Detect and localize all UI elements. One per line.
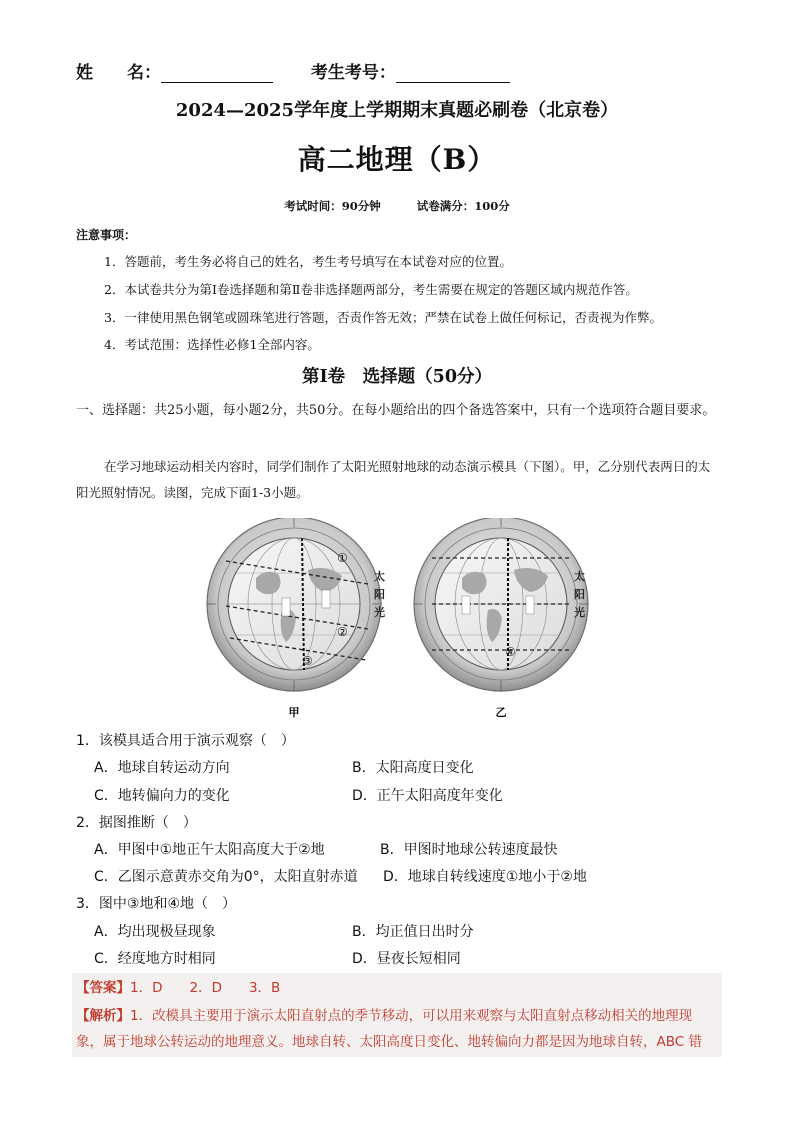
exam-number-blank[interactable] — [396, 64, 510, 83]
sun-text-1: 太 — [374, 570, 385, 583]
section-intro: 一、选择题：共25小题，每小题2分，共50分。在每小题给出的四个备选答案中，只有一个选项符合题目要求。 — [76, 403, 716, 418]
question-1-stem: 1．该模具适合用于演示观察（ ） — [76, 733, 295, 749]
exam-info — [0, 198, 794, 214]
q3-option-a[interactable]: A．均出现极昼现象 — [94, 924, 216, 940]
q3-option-c[interactable]: C．经度地方时相同 — [94, 951, 216, 967]
q1-option-d[interactable]: D．正午太阳高度年变化 — [352, 788, 503, 804]
model-jia — [207, 518, 381, 691]
figure-label-yi: 乙 — [495, 706, 507, 719]
question-context: 在学习地球运动相关内容时，同学们制作了太阳光照射地球的动态演示模具（下图）。甲，乙分别代表两日的太阳光照射情况。读图，完成下面1-3小题。 — [76, 459, 711, 500]
analysis-line-2: 象，属于地球公转运动的地理意义。地球自转、太阳高度日变化、地转偏向力都是因为地球自转，ABC 错 — [76, 1034, 702, 1050]
marker-2: ② — [337, 625, 348, 639]
marker-4: ④ — [505, 645, 516, 659]
notice-item: 1．答题前，考生务必将自己的姓名，考生考号填写在本试卷对应的位置。 — [104, 254, 512, 269]
notice-title: 注意事项： — [76, 228, 137, 242]
analysis-text-1: 1．改模具主要用于演示太阳直射点的季节移动，可以用来观察与太阳直射点移动相关的地理现 — [130, 1008, 693, 1024]
answer-text: 1．D 2．D 3．B — [130, 980, 281, 996]
figure-label-jia: 甲 — [288, 706, 300, 719]
marker-1: ① — [337, 551, 348, 565]
exam-time: 考试时间：90分钟 — [284, 199, 381, 213]
q2-option-d[interactable]: D．地球自转线速度①地小于②地 — [383, 869, 587, 885]
answer-tag: 【答案】 — [76, 980, 130, 996]
notice-item: 2．本试卷共分为第Ⅰ卷选择题和第Ⅱ卷非选择题两部分，考生需要在规定的答题区域内规范作答。 — [104, 282, 638, 297]
q2-option-b[interactable]: B．甲图时地球公转速度最快 — [380, 842, 558, 858]
q1-option-a[interactable]: A．地球自转运动方向 — [94, 760, 230, 776]
model-yi — [414, 518, 588, 691]
sun-text-3: 光 — [374, 606, 385, 619]
section-title: 第Ⅰ卷 选择题（50分） — [301, 367, 493, 387]
question-3-stem: 3．图中③地和④地（ ） — [76, 896, 237, 912]
sun-text-2-right: 阳 — [574, 588, 585, 601]
exam-number-label: 考生考号： — [310, 63, 396, 83]
student-info-row — [76, 58, 510, 83]
analysis-line-1 — [76, 1004, 692, 1024]
q3-option-b[interactable]: B．均正值日出时分 — [352, 924, 474, 940]
name-blank[interactable] — [161, 64, 273, 83]
q3-option-d[interactable]: D．昼夜长短相同 — [352, 951, 461, 967]
sun-text-1-right: 太 — [574, 570, 585, 583]
q2-option-c[interactable]: C．乙图示意黄赤交角为0°，太阳直射赤道 — [94, 869, 358, 885]
exam-title: 2024—2025学年度上学期期末真题必刷卷（北京卷） — [175, 100, 619, 121]
answer-line — [76, 976, 280, 996]
notice-item: 4．考试范围：选择性必修1全部内容。 — [104, 337, 320, 352]
marker-3: ③ — [302, 654, 313, 668]
sun-text-3-right: 光 — [574, 606, 585, 619]
analysis-tag: 【解析】 — [76, 1008, 130, 1024]
q1-option-b[interactable]: B．太阳高度日变化 — [352, 760, 474, 776]
name-label: 姓 名： — [76, 63, 161, 83]
q1-option-c[interactable]: C．地转偏向力的变化 — [94, 788, 230, 804]
full-score: 试卷满分：100分 — [416, 199, 510, 213]
q2-option-a[interactable]: A．甲图中①地正午太阳高度大于②地 — [94, 842, 325, 858]
subject-title: 高二地理（B） — [297, 143, 497, 176]
notice-item: 3．一律使用黑色钢笔或圆珠笔进行答题，否责作答无效；严禁在试卷上做任何标记，否责视为作弊。 — [104, 310, 662, 325]
question-2-stem: 2．据图推断（ ） — [76, 815, 197, 831]
sunlight-model-figure — [196, 518, 596, 722]
sun-text-2: 阳 — [374, 588, 385, 601]
